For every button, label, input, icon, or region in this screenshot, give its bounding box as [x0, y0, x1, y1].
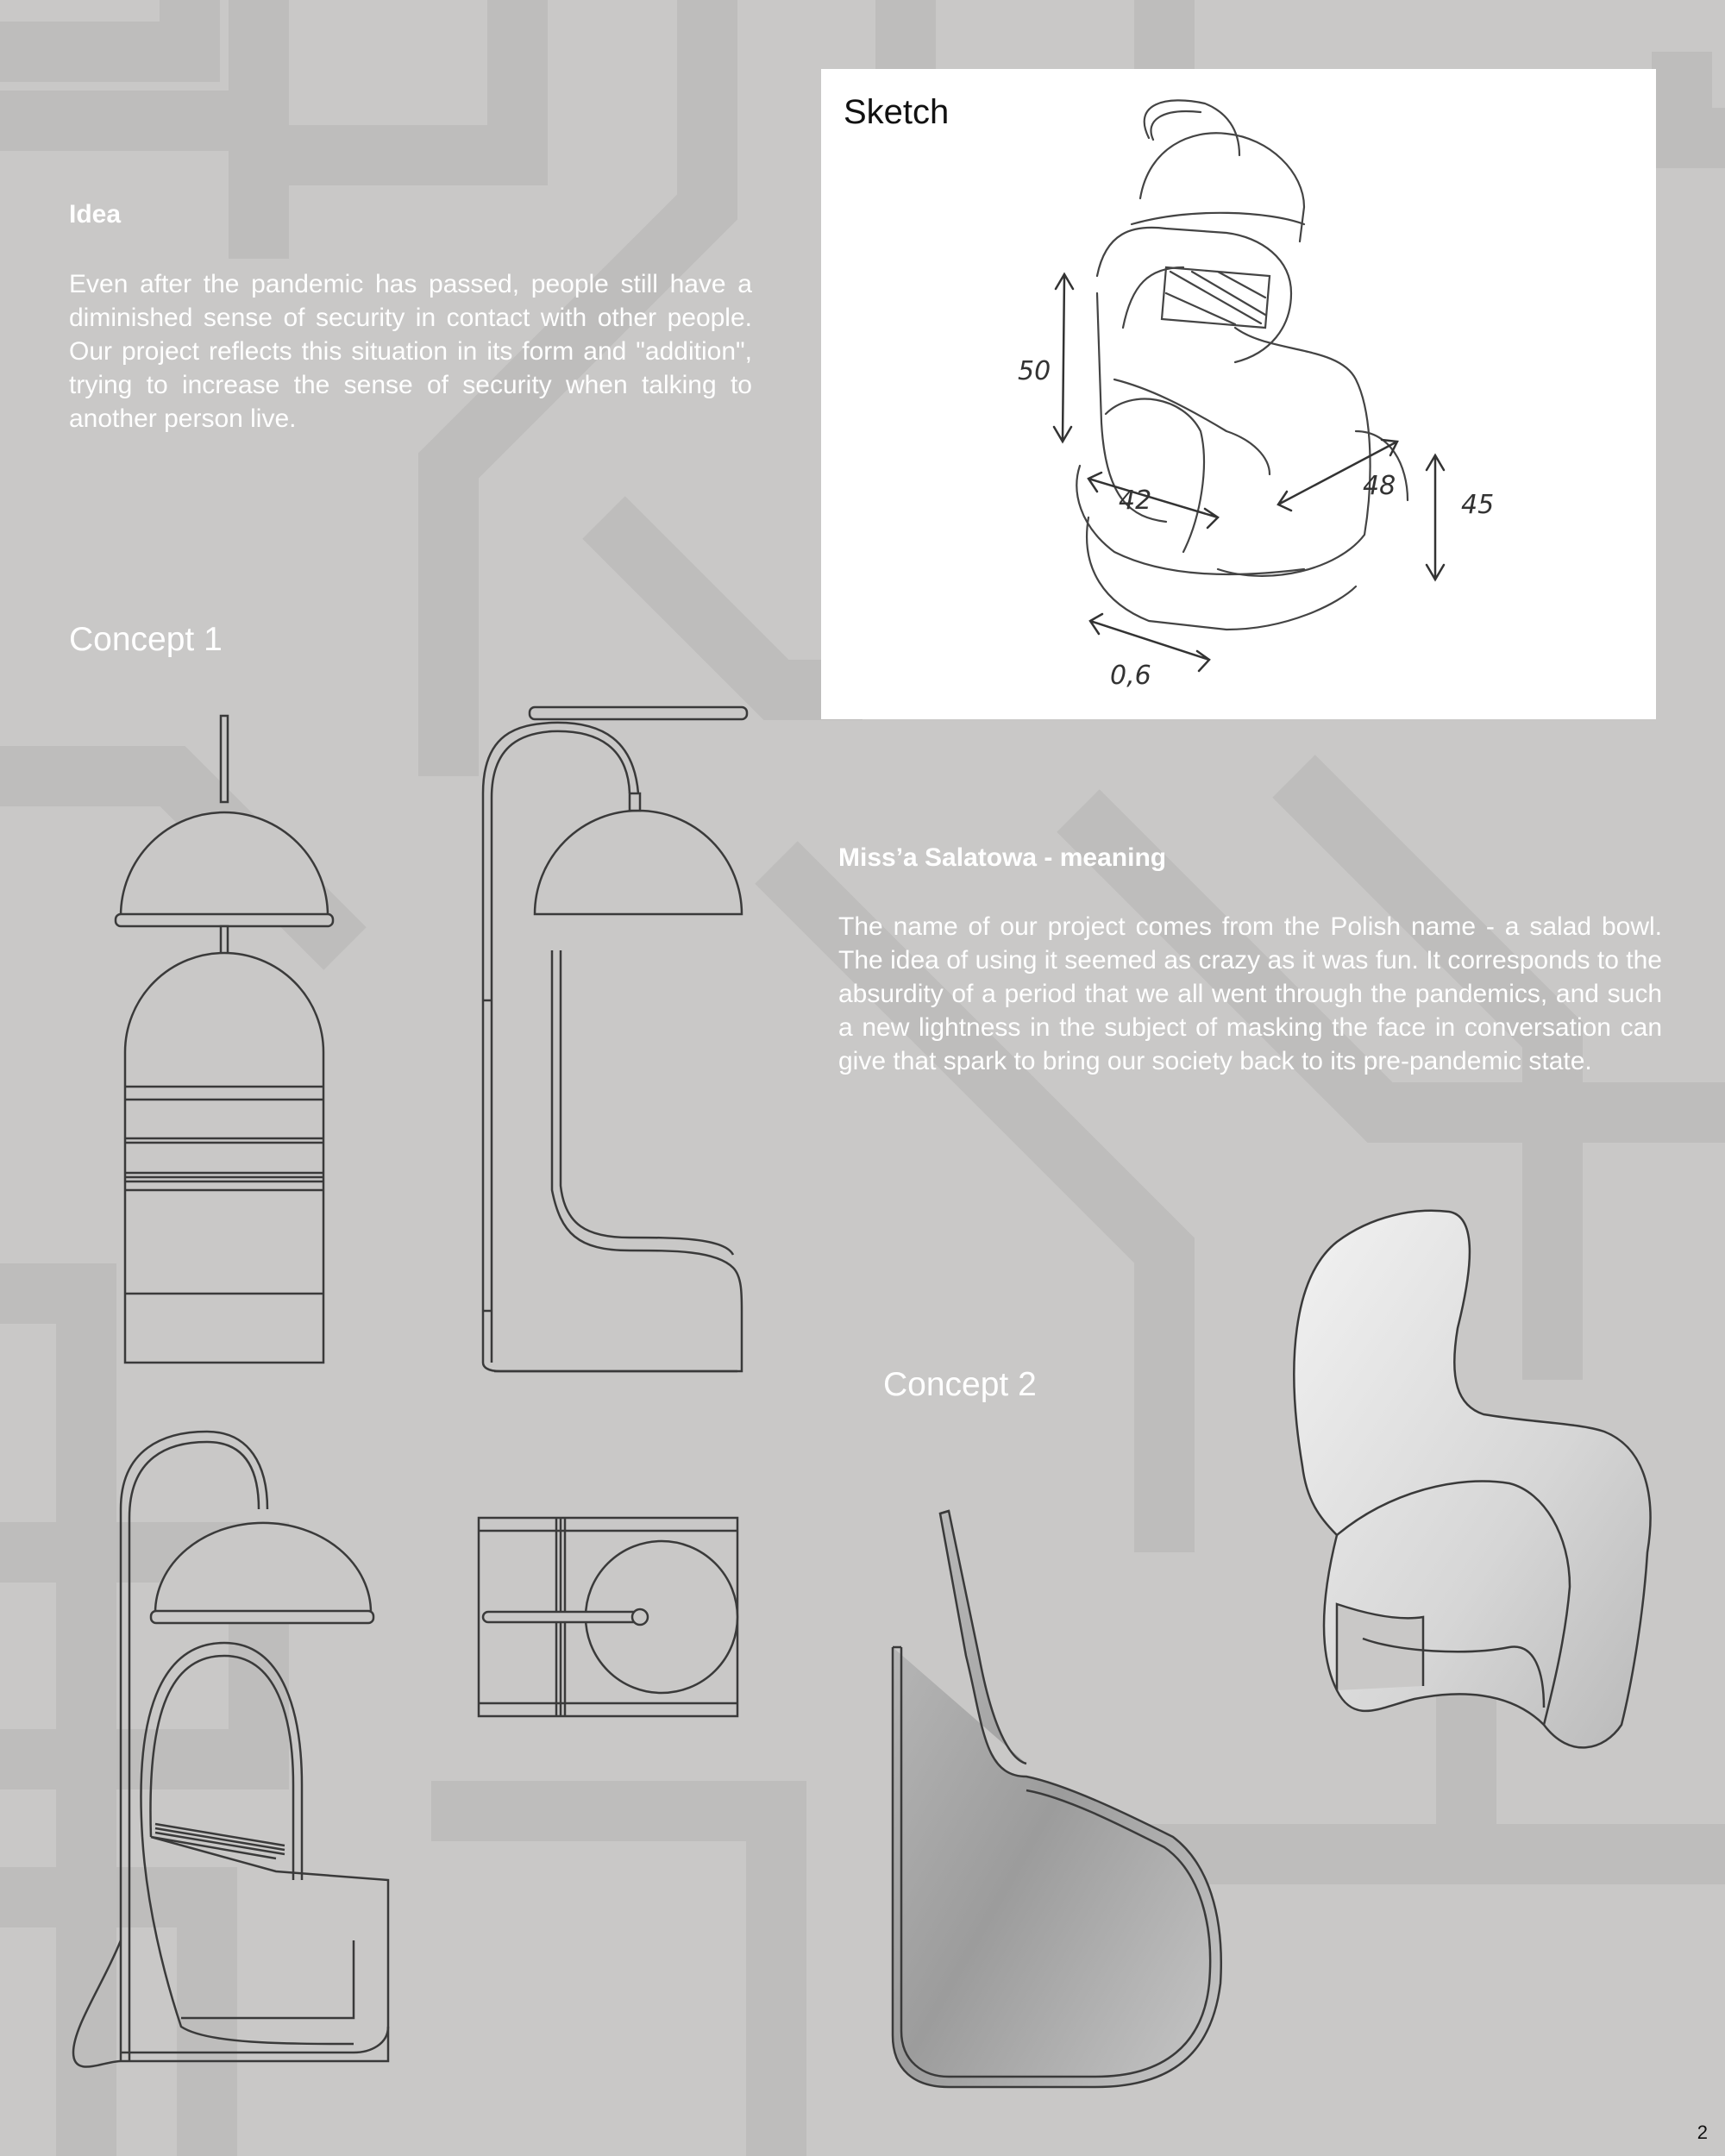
sketch-panel [821, 69, 1656, 719]
concept1-top-view [474, 1509, 742, 1725]
sketch-dim-45: 45 [1461, 490, 1495, 520]
sketch-dim-50: 50 [1018, 356, 1051, 386]
sketch-drawing [821, 69, 1656, 719]
concept-1-label: Concept 1 [69, 621, 223, 658]
concept2-side-view [880, 1501, 1242, 2096]
concept2-render [1285, 1207, 1665, 1794]
sketch-dim-06: 0,6 [1110, 661, 1151, 691]
sketch-title: Sketch [844, 93, 950, 131]
concept1-side-view [466, 707, 759, 1380]
concept-2-label: Concept 2 [883, 1366, 1037, 1403]
idea-text: Even after the pandemic has passed, people still have a diminished sense of security in contact with other people. Our project reflects this situation in its form and "addition", trying to increase the sense of security when talking to another person live. [69, 270, 752, 433]
sketch-dim-42: 42 [1119, 486, 1152, 516]
concept1-front-view [104, 707, 380, 1363]
meaning-text: The name of our project comes from the Polish name - a salad bowl. The idea of using it seemed as crazy as it was fun. It corresponds to the absurdity of a period that we all went through the pandemics, and such a new lightness in the subject of masking the face in conversation can give that spark to bring our society back to its pre-pandemic state. [838, 912, 1662, 1075]
meaning-heading: Miss’a Salatowa - meaning [838, 843, 1167, 872]
page-number: 2 [1697, 2122, 1708, 2143]
idea-heading: Idea [69, 200, 122, 229]
concept1-perspective-view [69, 1423, 414, 2087]
sketch-dim-48: 48 [1363, 471, 1396, 501]
